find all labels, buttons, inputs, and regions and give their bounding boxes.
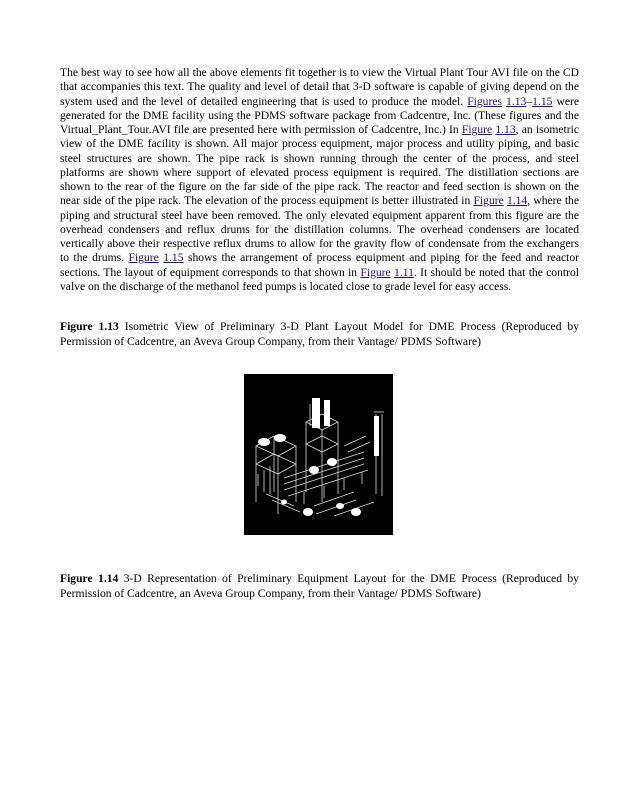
figure-1-13-label: Figure 1.13 xyxy=(60,320,119,333)
link-figure-word[interactable]: Figure xyxy=(461,123,493,136)
body-text-6: . It should be noted that the control valve on the discharge of the methanol feed pumps is located close to grade level for easy access. xyxy=(60,265,580,293)
body-text-3: , an isometric view of the DME facility is shown. All major process equipment, major process and utility piping, and basic steel structures are shown. The pipe rack is shown running through the center of the process, and steel platforms are shown where support of elevated process equipment is required. The distillation sections are shown to the rear of the figure on the far side of the pipe rack. The reactor and feed section is shown on the near side of the pipe rack. The elevation of the process equipment is better illustrated in xyxy=(60,123,579,208)
link-figure-word-c[interactable]: Figure xyxy=(473,194,504,208)
plant-layout-figure xyxy=(244,374,393,535)
link-figure-word-e[interactable]: Figure xyxy=(360,265,391,279)
link-figure-1-15[interactable]: 1.15 xyxy=(532,94,553,108)
figure-1-14-caption xyxy=(60,572,579,601)
figure-1-13-caption-text: Isometric View of Preliminary 3-D Plant Layout Model for DME Process (Reproduced by Permission of Cadcentre, an Aveva Group Company, from their Vantage/ PDMS Software) xyxy=(60,320,579,348)
figure-1-14-caption-text: 3-D Representation of Preliminary Equipment Layout for the DME Process (Reproduced by Permission of Cadcentre, an Aveva Group Company, from their Vantage/ PDMS Software) xyxy=(60,572,579,600)
body-text-2: were generated for the DME facility using the PDMS software package from Cadcentre, Inc. (These figures and the Virtual_Plant_Tour.AVI file are presented here with permission of Cadcentre, Inc.) In xyxy=(60,94,579,136)
figure-1-13-caption xyxy=(60,320,579,349)
link-figure-1-11[interactable]: 1.11 xyxy=(394,265,414,279)
link-figure-1-13-b[interactable]: 1.13 xyxy=(495,123,516,136)
link-figure-1-15-b[interactable]: 1.15 xyxy=(163,251,184,265)
plant-model-drawing xyxy=(244,374,393,535)
body-text-1: The best way to see how all the above elements fit together is to view the Virtual Plant Tour AVI file on the CD that accompanies this text. The quality and level of detail that 3-D software is capable of giving depend on the system used and the level of detailed engineering that is used to produce the model. xyxy=(60,66,579,108)
range-dash: – xyxy=(526,94,533,108)
figure-1-14-label: Figure 1.14 xyxy=(60,572,119,585)
body-paragraph xyxy=(60,66,579,294)
body-text-4: , where the piping and structural steel have been removed. The only elevated equipment apparent from this figure are the overhead condensers and reflux drums for the distillation columns. The overhead condensers are located vertically above their respective reflux drums to allow for the gravity flow of condensate from the exchangers to the drums. xyxy=(60,194,579,265)
link-figure-1-13[interactable]: 1.13 xyxy=(506,94,527,108)
link-figures[interactable]: Figures xyxy=(467,94,502,108)
body-text-5: shows the arrangement of process equipment and piping for the feed and reactor sections. The layout of equipment corresponds to that shown in xyxy=(60,251,579,279)
link-figure-word-d[interactable]: Figure xyxy=(128,251,159,265)
link-figure-1-14[interactable]: 1.14 xyxy=(506,194,528,208)
